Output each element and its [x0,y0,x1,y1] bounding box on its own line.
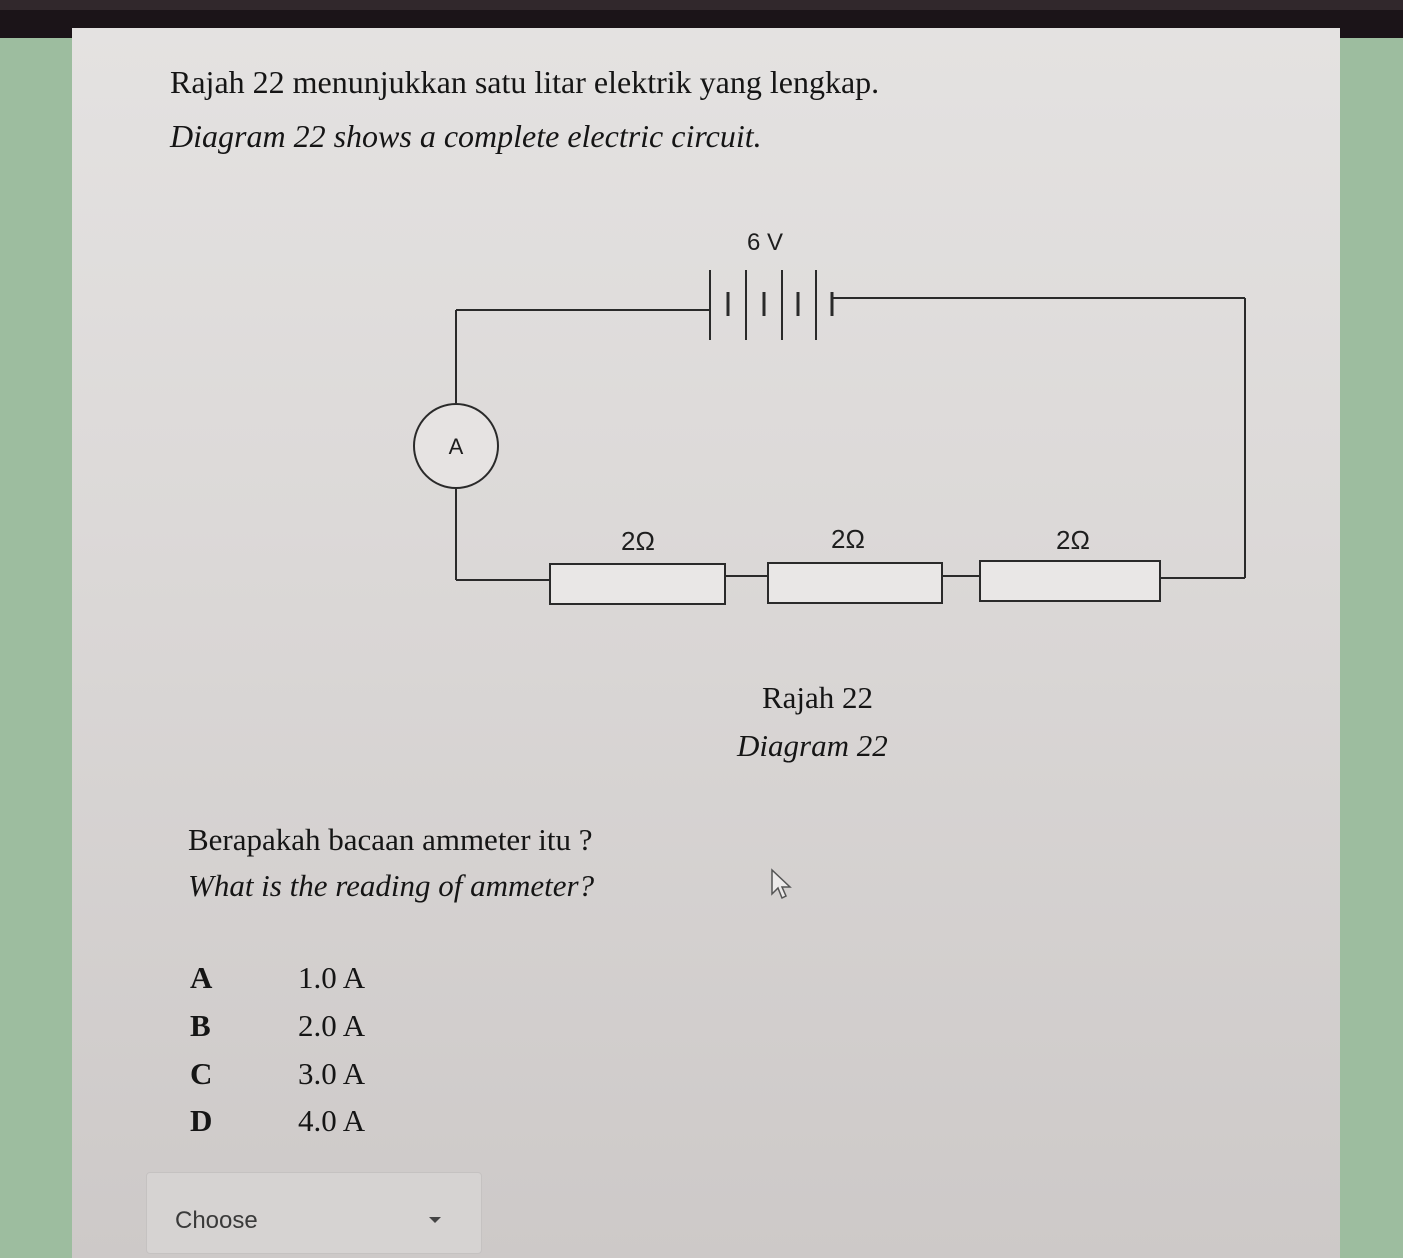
resistor-1 [550,564,725,604]
answer-select-value: Choose [175,1207,258,1234]
option-b-value: 2.0 A [298,1008,366,1043]
option-b-letter: B [190,1008,211,1043]
resistor-1-label: 2Ω [621,526,655,556]
option-c-letter: C [190,1056,213,1091]
option-a-value: 1.0 A [298,960,366,995]
intro-text-english: Diagram 22 shows a complete electric circuit. [170,118,762,154]
battery-voltage-label: 6 V [746,229,784,256]
question-text-english: What is the reading of ammeter? [188,868,595,903]
chevron-down-icon [429,1217,441,1223]
question-text-malay: Berapakah bacaan ammeter itu ? [188,822,593,857]
option-a-letter: A [190,960,213,995]
resistor-3 [980,561,1160,601]
ammeter-label: A [448,434,464,459]
answer-select[interactable] [146,1172,482,1254]
intro-text-malay: Rajah 22 menunjukkan satu litar elektrik yang lengkap. [170,64,880,100]
diagram-caption-malay: Rajah 22 [762,680,874,715]
option-d-letter: D [190,1103,213,1138]
option-d-value: 4.0 A [298,1103,366,1138]
option-c-value: 3.0 A [298,1056,366,1091]
resistor-2-label: 2Ω [831,524,865,554]
mouse-pointer-icon [770,868,800,907]
resistor-2 [768,563,942,603]
battery-symbol [710,270,832,340]
diagram-caption-english: Diagram 22 [737,728,888,763]
resistor-3-label: 2Ω [1056,525,1090,555]
